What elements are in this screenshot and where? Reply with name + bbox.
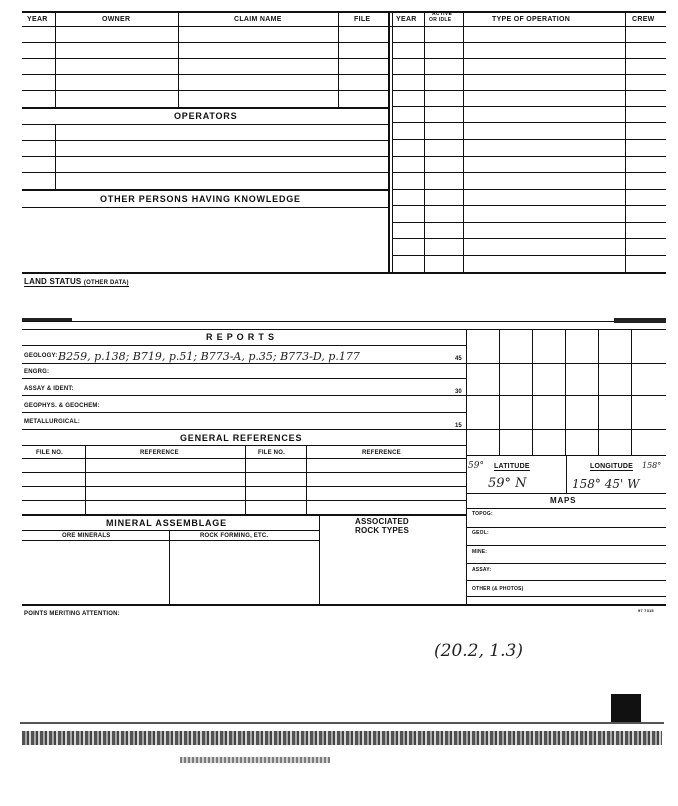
header-claim-name: CLAIM NAME [234, 16, 282, 23]
row-line [466, 508, 666, 509]
points-meriting-attention: POINTS MERITING ATTENTION: [24, 611, 120, 617]
section-rule [22, 514, 466, 516]
row-line [22, 486, 466, 487]
grid-line [466, 363, 666, 364]
ref-file-no-1: FILE NO. [36, 450, 63, 456]
col-divider [306, 445, 307, 515]
rock-forming-label: ROCK FORMING, ETC. [200, 533, 269, 539]
other-persons-heading: OTHER PERSONS HAVING KNOWLEDGE [100, 194, 301, 204]
maps-mine: MINE: [472, 549, 488, 555]
maps-heading: MAPS [550, 496, 577, 505]
row-line [392, 172, 666, 173]
header-type-of-operation: TYPE OF OPERATION [492, 16, 571, 23]
row-line [392, 222, 666, 223]
row-line [466, 527, 666, 528]
ore-minerals-label: ORE MINERALS [62, 533, 111, 539]
col-divider [55, 124, 56, 190]
col-divider [55, 11, 56, 107]
row-line [392, 106, 666, 107]
row-line [466, 545, 666, 546]
section-rule [22, 189, 388, 191]
longitude-value: 158° 45' W [572, 477, 640, 491]
scan-streak [20, 722, 664, 724]
operators-heading: OPERATORS [174, 111, 238, 121]
row-line [22, 345, 466, 346]
col-divider [566, 455, 567, 493]
header-or-idle: OR IDLE [429, 17, 452, 23]
col-divider [463, 11, 464, 273]
section-rule [22, 107, 388, 109]
row-line [22, 363, 466, 364]
form-number: 97 7315 [638, 608, 654, 613]
engrg-label: ENGRG: [24, 369, 50, 375]
grid-line [565, 329, 566, 455]
row-line [466, 580, 666, 581]
row-line [22, 540, 319, 541]
row-line [22, 140, 388, 141]
row-line [22, 458, 466, 459]
maps-other: OTHER (& PHOTOS) [472, 586, 524, 592]
assay-ident-label: ASSAY & IDENT: [24, 386, 74, 392]
scan-streak [22, 731, 662, 745]
row-line [22, 412, 466, 413]
grid-line [631, 329, 632, 455]
grid-line [466, 429, 666, 430]
reports-heading: R E P O R T S [206, 332, 275, 342]
maps-geol: GEOL: [472, 530, 489, 536]
row-line [392, 42, 666, 43]
row-line [22, 74, 388, 75]
land-status-rule [22, 321, 666, 322]
col-divider [625, 11, 626, 273]
tick-30: 30 [455, 389, 462, 395]
land-status-label: LAND STATUS (OTHER DATA) [24, 277, 129, 286]
lon-suffix: 158° [642, 461, 662, 470]
scan-streak [180, 757, 330, 763]
top-border [22, 11, 666, 13]
grid-line [598, 329, 599, 455]
row-line [22, 207, 388, 208]
ref-reference-1: REFERENCE [140, 450, 179, 456]
general-references-heading: GENERAL REFERENCES [180, 433, 303, 443]
row-line [22, 500, 466, 501]
row-line [22, 472, 466, 473]
maps-assay: ASSAY: [472, 567, 492, 573]
col-divider [424, 11, 425, 273]
header-crew: CREW [632, 16, 655, 23]
geology-label: GEOLOGY: [24, 353, 58, 359]
row-line [22, 429, 466, 430]
header-owner: OWNER [102, 16, 131, 23]
header-file: FILE [354, 16, 371, 23]
tick-45: 45 [455, 356, 462, 362]
row-line [22, 156, 388, 157]
row-line [392, 156, 666, 157]
row-line [22, 378, 466, 379]
row-line [392, 139, 666, 140]
row-line [22, 530, 319, 531]
grid-line [466, 395, 666, 396]
associated-heading: ASSOCIATED [355, 517, 409, 526]
row-line [392, 58, 666, 59]
mineral-assemblage-heading: MINERAL ASSEMBLAGE [106, 518, 227, 528]
longitude-label: LONGITUDE [590, 463, 634, 470]
lat-prefix: 59° [468, 461, 484, 471]
col-divider [178, 11, 179, 107]
row-line [466, 596, 666, 597]
row-line [22, 445, 466, 446]
latitude-label: LATITUDE [494, 463, 530, 470]
center-divider [388, 11, 390, 273]
row-line [392, 122, 666, 123]
col-divider [169, 530, 170, 605]
tick-15: 15 [455, 423, 462, 429]
header-active: ACTIVE [432, 11, 453, 17]
form-bottom-rule [22, 604, 666, 606]
col-divider [319, 514, 320, 605]
row-line [466, 493, 666, 494]
col-divider [85, 445, 86, 515]
row-line [22, 58, 388, 59]
header-year-left: YEAR [27, 16, 48, 23]
row-line [22, 42, 388, 43]
col-divider [338, 11, 339, 107]
row-line [392, 205, 666, 206]
header-bottom-rule [22, 26, 666, 27]
grid-line [499, 329, 500, 455]
geology-value: B259, p.138; B719, p.51; B773-A, p.35; B773-D, p.177 [58, 350, 360, 363]
handwritten-coords: (20.2, 1.3) [434, 641, 523, 661]
ref-reference-2: REFERENCE [362, 450, 401, 456]
geophys-label: GEOPHYS. & GEOCHEM: [24, 403, 100, 409]
scan-block [611, 694, 641, 722]
row-line [466, 563, 666, 564]
row-line [392, 238, 666, 239]
rock-types-heading: ROCK TYPES [355, 526, 410, 535]
header-year-right: YEAR [396, 16, 417, 23]
row-line [392, 90, 666, 91]
row-line [392, 189, 666, 190]
row-line [22, 124, 388, 125]
col-divider [245, 445, 246, 515]
metallurgical-label: METALLURGICAL: [24, 419, 81, 425]
scan-smudge [614, 318, 666, 323]
latitude-value: 59° N [488, 476, 527, 491]
ref-file-no-2: FILE NO. [258, 450, 285, 456]
maps-topog: TOPOG: [472, 511, 493, 517]
row-line [22, 395, 466, 396]
center-divider [392, 11, 393, 273]
row-line [22, 172, 388, 173]
row-line [392, 74, 666, 75]
reports-top-rule [22, 329, 666, 330]
row-line [22, 90, 388, 91]
grid-line [532, 329, 533, 455]
row-line [392, 255, 666, 256]
top-section-bottom [22, 272, 666, 274]
